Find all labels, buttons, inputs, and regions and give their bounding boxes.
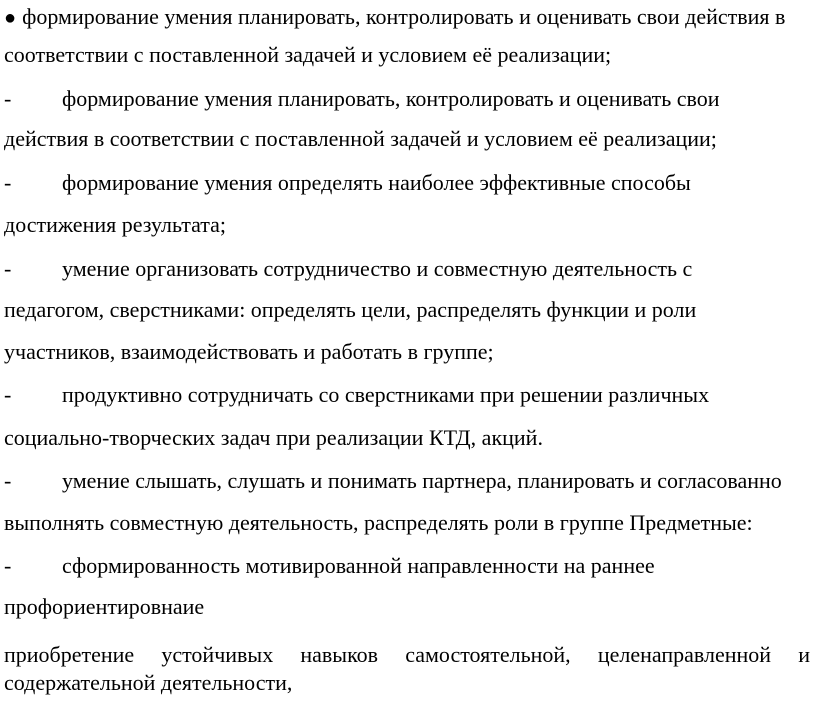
final-paragraph-line-2: содержательной деятельности, bbox=[4, 670, 293, 695]
list-item-text: умение слышать, слушать и понимать партнера, планировать и согласованно bbox=[62, 468, 782, 493]
list-item-text: действия в соответствии с поставленной задачей и условием её реализации; bbox=[4, 126, 717, 151]
list-item-text: выполнять совместную деятельность, распределять роли в группе Предметные: bbox=[4, 510, 753, 535]
final-paragraph-line-1: приобретение устойчивых навыков самостоятельной, целенаправленной и bbox=[4, 642, 810, 667]
bullet-icon: ● bbox=[4, 7, 17, 29]
dash-marker: - bbox=[4, 170, 12, 195]
list-item-text: сформированность мотивированной направленности на раннее bbox=[62, 553, 655, 578]
list-item-text: достижения результата; bbox=[4, 212, 227, 237]
list-item-text: педагогом, сверстниками: определять цели, распределять функции и роли bbox=[4, 297, 697, 322]
bullet-item-text: формирование умения планировать, контролировать и оценивать свои действия в bbox=[22, 4, 786, 29]
bullet-item-line-1 bbox=[4, 4, 785, 31]
dash-marker: - bbox=[4, 553, 12, 578]
dash-marker: - bbox=[4, 256, 12, 281]
bullet-item-line-2: соответствии с поставленной задачей и условием её реализации; bbox=[4, 42, 612, 67]
list-item-text: формирование умения определять наиболее эффективные способы bbox=[62, 170, 691, 195]
list-item-text: формирование умения планировать, контролировать и оценивать свои bbox=[62, 86, 720, 111]
list-item-text: профориентировнаие bbox=[4, 594, 205, 619]
list-item-text: участников, взаимодействовать и работать в группе; bbox=[4, 339, 494, 364]
list-item-text: продуктивно сотрудничать со сверстниками при решении различных bbox=[62, 382, 710, 407]
dash-marker: - bbox=[4, 382, 12, 407]
dash-marker: - bbox=[4, 468, 12, 493]
list-item-text: социально-творческих задач при реализации КТД, акций. bbox=[4, 425, 543, 450]
dash-marker: - bbox=[4, 86, 12, 111]
list-item-text: умение организовать сотрудничество и совместную деятельность с bbox=[62, 256, 693, 281]
